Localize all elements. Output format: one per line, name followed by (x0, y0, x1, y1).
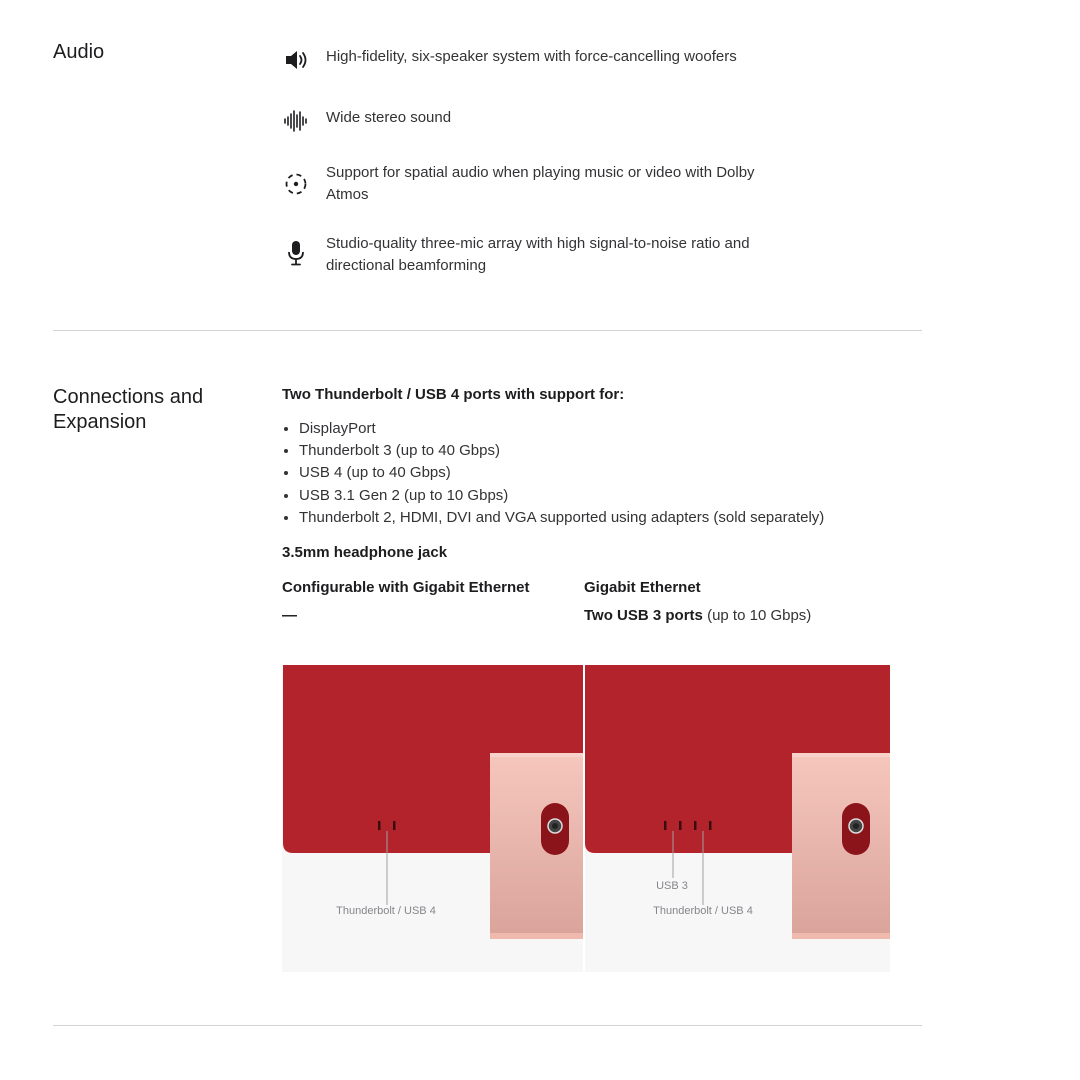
waveform-icon (282, 107, 310, 135)
connections-section-title: Connections and Expansion (53, 386, 204, 433)
list-item: • Thunderbolt 3 (up to 40 Gbps) (299, 440, 824, 462)
list-item: • Thunderbolt 2, HDMI, DVI and VGA supported using adapters (sold separately) (299, 507, 824, 529)
thunderbolt-port (393, 821, 396, 830)
audio-feature-text: High-fidelity, six-speaker system with force-cancelling woofers (326, 48, 737, 65)
microphone-icon (282, 239, 310, 267)
config-left-value: — (282, 607, 297, 624)
usb-ports-label: Two USB 3 ports (584, 607, 703, 624)
diagram-right (585, 665, 890, 972)
config-right-label: Gigabit Ethernet (584, 579, 701, 596)
thunderbolt-port (378, 821, 381, 830)
port-diagrams (282, 665, 890, 972)
diagram-left (282, 665, 583, 972)
config-left-label: Configurable with Gigabit Ethernet (282, 579, 530, 596)
usb3-port (679, 821, 682, 830)
imac-stand (792, 753, 890, 939)
thunderbolt-heading: Two Thunderbolt / USB 4 ports with support for: (282, 386, 625, 403)
port-diagram-svg (282, 665, 890, 972)
list-item: • USB 4 (up to 40 Gbps) (299, 462, 824, 484)
usb3-port (664, 821, 667, 830)
list-item: • USB 3.1 Gen 2 (up to 10 Gbps) (299, 485, 824, 507)
usb3-callout: USB 3 (656, 880, 688, 892)
audio-section-title: Audio (53, 41, 105, 63)
thunderbolt-callout: Thunderbolt / USB 4 (653, 905, 753, 917)
audio-feature-text: Wide stereo sound (326, 109, 452, 126)
speaker-icon (282, 46, 310, 74)
section-divider (53, 1025, 922, 1026)
thunderbolt-port (694, 821, 697, 830)
headphone-jack-label: 3.5mm headphone jack (282, 544, 448, 561)
thunderbolt-port (709, 821, 712, 830)
usb-ports-speed: (up to 10 Gbps) (702, 607, 812, 624)
imac-stand (490, 753, 583, 939)
audio-feature-text: Support for spatial audio when playing music or video with Dolby Atmos (326, 164, 755, 203)
audio-feature-text: Studio-quality three-mic array with high signal-to-noise ratio and directional beamforming (326, 235, 750, 274)
section-divider (53, 330, 922, 331)
config-right-usb (584, 605, 811, 627)
thunderbolt-callout: Thunderbolt / USB 4 (336, 905, 436, 917)
port-support-list (282, 418, 824, 529)
list-item: • DisplayPort (299, 418, 824, 440)
spatial-audio-icon (282, 170, 310, 198)
